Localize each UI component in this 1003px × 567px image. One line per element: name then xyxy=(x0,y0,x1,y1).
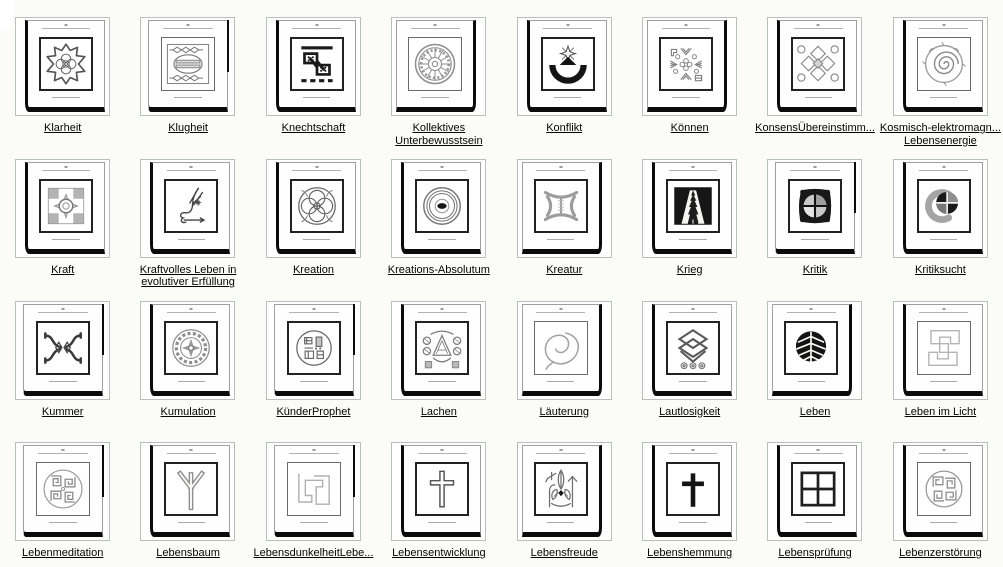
gallery-item xyxy=(251,301,376,443)
card-header-microtext xyxy=(530,23,606,32)
leben_im_licht-symbol-icon xyxy=(918,322,970,374)
card-caption-microtext xyxy=(153,520,229,526)
card-header-microtext xyxy=(648,23,724,32)
card-header-microtext xyxy=(523,307,599,316)
thumbnail[interactable] xyxy=(642,442,737,541)
file-link[interactable]: Kosmisch-elektromagn... Lebensenergie xyxy=(879,122,1001,147)
koennen-symbol-icon xyxy=(661,39,711,89)
thumbnail[interactable] xyxy=(391,301,486,400)
card-header-microtext xyxy=(655,165,731,174)
card xyxy=(903,445,983,537)
thumbnail[interactable] xyxy=(893,442,988,541)
card-caption-microtext xyxy=(906,520,982,526)
gallery-item xyxy=(752,442,877,567)
card xyxy=(772,304,852,396)
card xyxy=(903,20,983,112)
kreatur-symbol-icon xyxy=(536,181,586,231)
card xyxy=(522,445,602,537)
file-link[interactable]: Kritiksucht xyxy=(915,263,966,276)
lebensdunkelheit-symbol-icon xyxy=(288,463,340,515)
file-link[interactable]: Leben im Licht xyxy=(904,405,977,418)
thumbnail[interactable] xyxy=(266,159,361,258)
card-caption-microtext xyxy=(149,95,227,101)
lebenmeditation-symbol-icon xyxy=(37,463,89,515)
card-caption-microtext xyxy=(397,95,473,101)
thumbnail[interactable] xyxy=(517,159,612,258)
card-header-microtext xyxy=(523,448,599,457)
card xyxy=(903,304,983,396)
card-header-microtext xyxy=(149,23,227,32)
card-caption-microtext xyxy=(28,237,104,243)
file-link[interactable]: Lebenzerstörung xyxy=(899,547,982,560)
thumbnail[interactable] xyxy=(893,159,988,258)
card xyxy=(777,20,857,112)
card xyxy=(652,445,732,537)
symbol-frame xyxy=(791,462,845,516)
symbol-frame xyxy=(36,321,90,375)
card-caption-microtext xyxy=(153,237,229,243)
symbol-frame xyxy=(164,462,218,516)
thumbnail[interactable] xyxy=(266,442,361,541)
card xyxy=(522,304,602,396)
thumbnail[interactable] xyxy=(893,301,988,400)
thumbnail[interactable] xyxy=(140,301,235,400)
card-caption-microtext xyxy=(404,379,480,385)
thumbnail[interactable] xyxy=(642,301,737,400)
card-header-microtext xyxy=(523,165,599,174)
card-caption-microtext xyxy=(28,95,104,101)
card-header-microtext xyxy=(397,23,473,32)
card xyxy=(23,445,103,537)
thumbnail[interactable] xyxy=(391,17,486,116)
kummer-symbol-icon xyxy=(38,323,88,373)
card-header-microtext xyxy=(773,307,849,316)
card xyxy=(276,162,356,254)
card xyxy=(522,162,602,254)
gallery-item xyxy=(0,301,125,443)
file-link[interactable]: Knechtschaft xyxy=(281,122,346,134)
lebenzerstoerung-symbol-icon xyxy=(918,463,970,515)
card xyxy=(903,162,983,254)
file-link[interactable]: Lebensentwicklung xyxy=(392,547,486,560)
symbol-frame xyxy=(39,179,93,233)
gallery-item xyxy=(627,442,752,567)
gallery-item xyxy=(125,17,250,159)
gallery-item xyxy=(502,17,627,159)
card-header-microtext xyxy=(404,307,480,316)
file-link[interactable]: Kraft xyxy=(51,263,75,276)
thumbnail[interactable] xyxy=(266,17,361,116)
card-caption-microtext xyxy=(523,237,599,243)
card-header-microtext xyxy=(655,307,731,316)
gallery-item xyxy=(125,159,250,301)
symbol-frame xyxy=(666,179,720,233)
gallery-item xyxy=(502,159,627,301)
card-header-microtext xyxy=(153,165,229,174)
card-header-microtext xyxy=(780,23,856,32)
card-caption-microtext xyxy=(275,520,353,526)
gallery-item xyxy=(502,301,627,443)
klugheit-symbol-icon xyxy=(162,38,214,90)
file-link[interactable]: KünderProphet xyxy=(276,405,351,418)
symbol-frame xyxy=(290,37,344,91)
thumbnail[interactable] xyxy=(767,301,862,400)
card-caption-microtext xyxy=(906,95,982,101)
card-header-microtext xyxy=(404,165,480,174)
card-caption-microtext xyxy=(655,379,731,385)
gallery-item xyxy=(627,159,752,301)
card xyxy=(652,304,732,396)
symbol-frame xyxy=(659,37,713,91)
file-link[interactable]: LebensdunkelheitLebe... xyxy=(253,547,374,560)
gallery-item xyxy=(878,17,1003,159)
kuender-symbol-icon xyxy=(289,323,339,373)
symbol-frame xyxy=(408,37,462,91)
lebensbaum-symbol-icon xyxy=(166,464,216,514)
card xyxy=(150,445,230,537)
file-link[interactable]: Können xyxy=(670,122,709,134)
thumbnail[interactable] xyxy=(767,442,862,541)
symbol-frame xyxy=(287,321,341,375)
gallery-item xyxy=(251,442,376,567)
gallery-item xyxy=(376,159,501,301)
gallery-item xyxy=(878,442,1003,567)
lebenspruefung-symbol-icon xyxy=(793,464,843,514)
symbol-frame xyxy=(290,179,344,233)
laeuterung-symbol-icon xyxy=(535,322,587,374)
file-link[interactable]: Lebenmeditation xyxy=(22,547,104,560)
card xyxy=(148,20,228,112)
card-header-microtext xyxy=(906,307,982,316)
symbol-frame xyxy=(917,462,971,516)
gallery-item xyxy=(251,17,376,159)
thumbnail[interactable] xyxy=(140,17,235,116)
thumbnail[interactable] xyxy=(642,17,737,116)
gallery-item xyxy=(752,17,877,159)
file-link[interactable]: Lebensbaum xyxy=(156,547,220,560)
card-caption-microtext xyxy=(404,520,480,526)
card xyxy=(401,304,481,396)
card-caption-microtext xyxy=(780,520,856,526)
kreation-symbol-icon xyxy=(292,181,342,231)
card-caption-microtext xyxy=(648,95,724,101)
card-header-microtext xyxy=(153,307,229,316)
file-link[interactable]: Lebensprüfung xyxy=(778,547,852,560)
file-link[interactable]: Lachen xyxy=(420,405,457,418)
krieg-symbol-icon xyxy=(668,181,718,231)
file-link[interactable]: Klugheit xyxy=(168,122,208,134)
card-header-microtext xyxy=(28,165,104,174)
card-header-microtext xyxy=(906,448,982,457)
gallery-item xyxy=(376,301,501,443)
symbol-frame xyxy=(164,179,218,233)
gallery-item xyxy=(125,442,250,567)
thumbnail[interactable] xyxy=(767,159,862,258)
card-header-microtext xyxy=(279,165,355,174)
card-caption-microtext xyxy=(523,379,599,385)
gallery-item xyxy=(502,442,627,567)
lebensfreude-symbol-icon xyxy=(536,464,586,514)
symbol-frame xyxy=(534,321,588,375)
card-caption-microtext xyxy=(275,379,353,385)
file-link[interactable]: Kraftvolles Leben in evolutiver Erfüllung xyxy=(139,263,237,289)
symbol-frame xyxy=(784,321,838,375)
gallery-item xyxy=(627,17,752,159)
card xyxy=(23,304,103,396)
kritik-symbol-icon xyxy=(790,181,840,231)
thumbnail[interactable] xyxy=(140,442,235,541)
file-link[interactable]: Konflikt xyxy=(546,122,583,134)
file-link[interactable]: Kreation xyxy=(292,263,334,276)
card-header-microtext xyxy=(279,23,355,32)
card xyxy=(396,20,476,112)
file-link[interactable]: Lebensfreude xyxy=(530,547,598,560)
card xyxy=(775,162,855,254)
card-header-microtext xyxy=(655,448,731,457)
leben-symbol-icon xyxy=(786,323,836,373)
card xyxy=(777,445,857,537)
kreations_absolutum-symbol-icon xyxy=(417,181,467,231)
file-link[interactable]: Krieg xyxy=(676,263,703,276)
symbol-frame xyxy=(415,462,469,516)
lachen-symbol-icon xyxy=(417,323,467,373)
file-link[interactable]: Kumulation xyxy=(160,405,216,418)
card-header-microtext xyxy=(28,23,104,32)
symbol-frame xyxy=(917,321,971,375)
gallery-item xyxy=(0,17,125,159)
kosmisch-symbol-icon xyxy=(918,38,970,90)
symbol-frame xyxy=(666,462,720,516)
file-link[interactable]: Klarheit xyxy=(44,122,82,134)
card-caption-microtext xyxy=(773,379,849,385)
lautlosigkeit-symbol-icon xyxy=(668,323,718,373)
card-caption-microtext xyxy=(279,95,355,101)
thumbnail[interactable] xyxy=(15,159,110,258)
gallery-item xyxy=(376,442,501,567)
thumbnail[interactable] xyxy=(642,159,737,258)
symbol-frame xyxy=(534,462,588,516)
gallery-item xyxy=(878,159,1003,301)
kritiksucht-symbol-icon xyxy=(919,181,969,231)
card-header-microtext xyxy=(24,448,102,457)
gallery-item xyxy=(878,301,1003,443)
lebensentwicklung-symbol-icon xyxy=(417,464,467,514)
card xyxy=(25,162,105,254)
thumbnail[interactable] xyxy=(391,159,486,258)
konflikt-symbol-icon xyxy=(543,39,593,89)
lebenshemmung-symbol-icon xyxy=(668,464,718,514)
card-caption-microtext xyxy=(523,520,599,526)
konsens-symbol-icon xyxy=(793,39,843,89)
card xyxy=(652,162,732,254)
card xyxy=(150,304,230,396)
card xyxy=(274,304,354,396)
file-link[interactable]: Kritik xyxy=(802,263,828,276)
card-caption-microtext xyxy=(906,237,982,243)
gallery-item xyxy=(376,17,501,159)
card-header-microtext xyxy=(906,165,982,174)
card-header-microtext xyxy=(776,165,854,174)
symbol-frame xyxy=(541,37,595,91)
card-caption-microtext xyxy=(906,379,982,385)
file-link[interactable]: Kreatur xyxy=(546,263,583,276)
symbol-frame xyxy=(415,321,469,375)
thumbnail[interactable] xyxy=(15,442,110,541)
symbol-frame xyxy=(287,462,341,516)
card-header-microtext xyxy=(153,448,229,457)
card xyxy=(150,162,230,254)
card-header-microtext xyxy=(906,23,982,32)
card-header-microtext xyxy=(404,448,480,457)
kraftvolles-symbol-icon xyxy=(166,181,216,231)
file-link[interactable]: Lautlosigkeit xyxy=(659,405,721,418)
kumulation-symbol-icon xyxy=(166,323,216,373)
card xyxy=(276,20,356,112)
thumbnail[interactable] xyxy=(15,17,110,116)
card-caption-microtext xyxy=(780,95,856,101)
card-caption-microtext xyxy=(153,379,229,385)
symbol-frame xyxy=(161,37,215,91)
card xyxy=(401,445,481,537)
gallery-item xyxy=(251,159,376,301)
card-header-microtext xyxy=(24,307,102,316)
klarheit-symbol-icon xyxy=(41,39,91,89)
card xyxy=(274,445,354,537)
thumbnail[interactable] xyxy=(391,442,486,541)
thumbnail[interactable] xyxy=(517,17,612,116)
card-caption-microtext xyxy=(404,237,480,243)
card-caption-microtext xyxy=(655,237,731,243)
thumbnail[interactable] xyxy=(15,301,110,400)
symbol-frame xyxy=(164,321,218,375)
symbol-frame xyxy=(39,37,93,91)
symbol-frame xyxy=(917,179,971,233)
card-caption-microtext xyxy=(530,95,606,101)
gallery-item xyxy=(752,159,877,301)
card xyxy=(25,20,105,112)
symbol-frame xyxy=(415,179,469,233)
file-link[interactable]: Kreations-Absolutum xyxy=(387,263,490,276)
thumbnail[interactable] xyxy=(517,301,612,400)
symbol-frame xyxy=(666,321,720,375)
kraft-symbol-icon xyxy=(41,181,91,231)
thumbnail[interactable] xyxy=(517,442,612,541)
gallery-item xyxy=(125,301,250,443)
gallery-item xyxy=(752,301,877,443)
symbol-frame xyxy=(788,179,842,233)
gallery-item xyxy=(0,442,125,567)
card-caption-microtext xyxy=(279,237,355,243)
file-link[interactable]: Leben xyxy=(799,405,831,418)
gallery-item xyxy=(627,301,752,443)
thumbnail[interactable] xyxy=(893,17,988,116)
symbol-frame xyxy=(917,37,971,91)
card-header-microtext xyxy=(275,307,353,316)
card xyxy=(647,20,727,112)
thumbnail[interactable] xyxy=(140,159,235,258)
card-header-microtext xyxy=(780,448,856,457)
file-link[interactable]: KonsensÜbereinstimm... xyxy=(755,122,875,134)
file-link[interactable]: Lebenshemmung xyxy=(647,547,733,560)
card xyxy=(527,20,607,112)
knechtschaft-symbol-icon xyxy=(292,39,342,89)
thumbnail[interactable] xyxy=(767,17,862,116)
symbol-frame xyxy=(791,37,845,91)
symbol-frame xyxy=(36,462,90,516)
card-caption-microtext xyxy=(776,237,854,243)
card-caption-microtext xyxy=(655,520,731,526)
kollektives-symbol-icon xyxy=(409,38,461,90)
card xyxy=(401,162,481,254)
file-link[interactable]: Läuterung xyxy=(539,405,590,418)
card-header-microtext xyxy=(275,448,353,457)
file-link[interactable]: Kollektives Unterbewusstsein xyxy=(395,122,483,147)
gallery-item xyxy=(0,159,125,301)
file-link[interactable]: Kummer xyxy=(41,405,84,418)
symbol-frame xyxy=(534,179,588,233)
thumbnail[interactable] xyxy=(266,301,361,400)
card-caption-microtext xyxy=(24,379,102,385)
card-caption-microtext xyxy=(24,520,102,526)
